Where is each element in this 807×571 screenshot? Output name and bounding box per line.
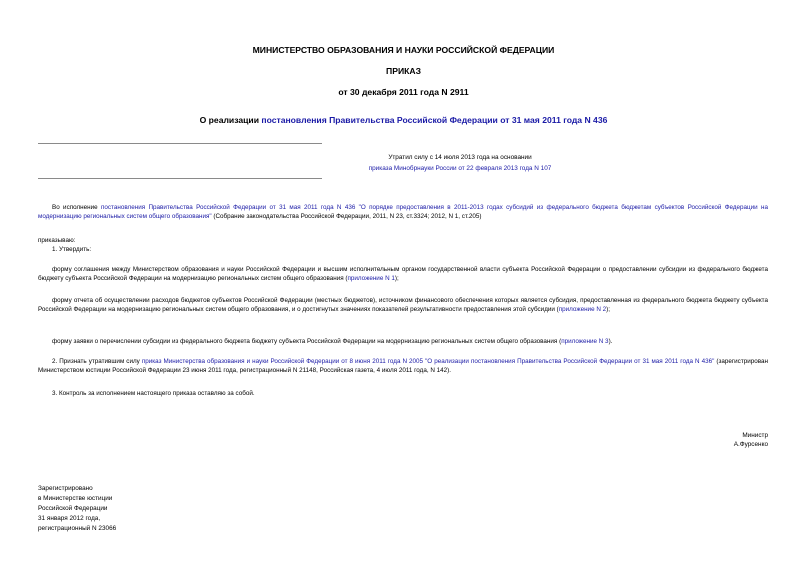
item-2-prefix: 2. Признать утратившим силу: [52, 358, 142, 365]
item-1: 1. Утвердить:: [52, 246, 92, 253]
intro-paragraph: [38, 203, 768, 221]
registration-line4: 31 января 2012 года,: [38, 515, 101, 522]
divider-top: [38, 143, 322, 144]
date-number-heading: от 30 декабря 2011 года N 2911: [338, 87, 469, 97]
appendix-1-link[interactable]: приложение N 1: [347, 275, 395, 282]
signature-position: Министр: [742, 432, 768, 439]
order-word: приказываю:: [38, 237, 76, 244]
title-heading: [0, 115, 807, 125]
ministry-heading: МИНИСТЕРСТВО ОБРАЗОВАНИЯ И НАУКИ РОССИЙСКОЙ ФЕДЕРАЦИИ: [252, 45, 555, 55]
registration-block: [38, 484, 116, 534]
form-2-text: форму отчета об осуществлении расходов бюджетов субъектов Российской Федерации (местных бюджетов), источником финансового обеспечения которых является субсидия, предоставленная из федерального бюджета бюджету субъекта Российской Федерации на модернизацию региональных систем общего образования, и о достигнутых значениях показателей результативности предоставления этой субсидии (: [38, 297, 768, 313]
form-2-paragraph: [38, 296, 768, 314]
registration-line3: Российской Федерации: [38, 505, 108, 512]
intro-resolution-link[interactable]: постановления Правительства Российской Федерации от 31 мая 2011 года N 436 "О порядке предоставления в 2011-2013 годах субсидий из федерального бюджета бюджетам субъектов Российской Федерации на модернизацию региональных систем общего образования": [38, 204, 768, 220]
form-1-text: форму соглашения между Министерством образования и науки Российской Федерации и высшим исполнительным органом государственной власти субъекта Российской Федерации о предоставлении субсидии из федерального бюджета бюджету субъекта Российской Федерации на модернизацию региональных систем общего образования (: [38, 266, 768, 282]
title-resolution-link[interactable]: постановления Правительства Российской Федерации от 31 мая 2011 года N 436: [261, 115, 608, 125]
signature-block: [734, 431, 768, 449]
signature-name: А.Фурсенко: [733, 441, 768, 448]
form-1-end: );: [394, 275, 399, 282]
form-3-text: форму заявки о перечислении субсидии из федерального бюджета бюджету субъекта Российской Федерации на модернизацию региональных систем общего образования (: [52, 338, 562, 345]
intro-prefix: Во исполнение: [52, 204, 101, 211]
registration-line5: регистрационный N 23066: [38, 525, 117, 532]
title-prefix: О реализации: [199, 115, 262, 125]
registration-line1: Зарегистрировано: [38, 485, 93, 492]
registration-line2: в Министерстве юстиции: [38, 495, 113, 502]
item-2-paragraph: [38, 357, 768, 375]
item-3: 3. Контроль за исполнением настоящего приказа оставляю за собой.: [52, 390, 255, 397]
form-2-end: );: [606, 306, 610, 313]
status-note-line1: Утратил силу с 14 июля 2013 года на основании: [388, 154, 532, 161]
appendix-3-link[interactable]: приложение N 3: [561, 338, 609, 345]
status-note-link[interactable]: приказа Минобрнауки России от 22 февраля 2013 года N 107: [368, 165, 552, 172]
appendix-2-link[interactable]: приложение N 2: [558, 306, 607, 313]
item-2-suffix: (зарегистрирован Министерством юстиции Российской Федерации 23 июня 2011 года, регистрационный N 21148, Российская газета, 4 июля 2011 года, N 142).: [38, 358, 768, 374]
form-1-paragraph: [38, 265, 768, 283]
intro-suffix: (Собрание законодательства Российской Федерации, 2011, N 23, ст.3324; 2012, N 1, ст.205): [211, 213, 482, 220]
divider-bottom: [38, 178, 322, 179]
status-note: [220, 152, 700, 174]
doc-type-heading: ПРИКАЗ: [386, 66, 421, 76]
form-3-end: ).: [608, 338, 613, 345]
order-2005-link[interactable]: приказ Министерства образования и науки Российской Федерации от 8 июня 2011 года N 2005 "О реализации постановления Правительства Российской Федерации от 31 мая 2011 года N 436": [141, 358, 715, 365]
form-3-paragraph: [38, 337, 768, 346]
